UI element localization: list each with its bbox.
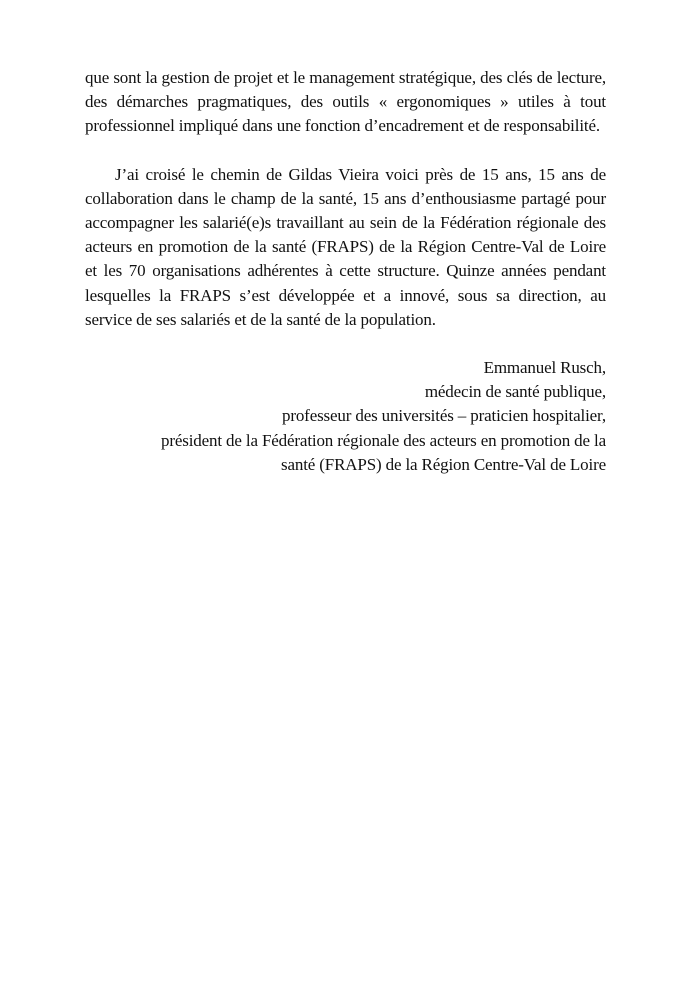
signature-role-professor: professeur des universités – praticien hospitalier,: [281, 406, 606, 426]
signature-role-president-line2: santé (FRAPS) de la Région Centre-Val de Loire: [281, 454, 606, 474]
paragraph-gildas-vieira: J’ai croisé le chemin de Gildas Vieira voici près de 15 ans, 15 ans de collaboration dans le champ de la santé, 15 ans d’enthousiasme partagé pour accompagner les salarié(e)s travaillant au sein de la Fédération régionale des acteurs en promotion de la santé (FRAPS) de la Région Centre-Val de Loire et les 70 organisations adhérentes à cette structure. Quinze années pendant lesquelles la FRAPS s’est développée et a innové, sous sa direction, au service de ses salariés et de la santé de la population.: [85, 164, 606, 329]
signature-role-physician: médecin de santé publique,: [424, 382, 606, 402]
page-body: [85, 66, 606, 477]
signature-name: Emmanuel Rusch,: [483, 358, 606, 378]
signature-role-president-line1: président de la Fédération régionale des acteurs en promotion de la: [160, 430, 606, 450]
signature-block: [85, 356, 606, 477]
paragraph-continuation: que sont la gestion de projet et le management stratégique, des clés de lecture, des démarches pragmatiques, des outils « ergonomiques » utiles à tout professionnel impliqué dans une fonction d’encadrement et de responsabilité.: [85, 68, 606, 136]
